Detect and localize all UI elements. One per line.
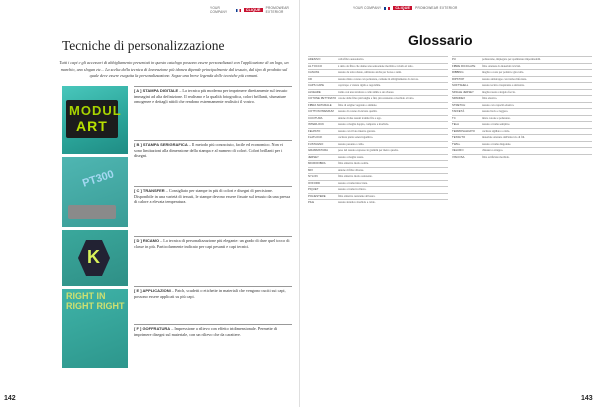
glossary-definition: misto cotone e poliestere. <box>482 116 511 120</box>
glossary-term: TWILL <box>452 141 461 146</box>
glossary-definition: unione di due tessuti tramite filo e ago. <box>338 116 382 120</box>
photo-embroidery <box>62 230 128 286</box>
technique-item <box>134 286 292 299</box>
intro-text: Tutti i capi e gli accessori di abbigliamento presentati in questo catalogo possono essere personalizzati con l'applicazione di un logo, un marchio, uno slogan etc... La scelta della tecnica di lavorazione più idonea dipende principalmente dal tessuto, dal tipo di prodotto sul quale deve essere eseguita la personalizzazione. Segue una breve legenda delle tecniche più comuni. <box>59 60 289 79</box>
right-page <box>300 0 600 407</box>
glossary-term: AL TOCCO <box>308 63 323 68</box>
glossary-entry <box>308 199 448 206</box>
glossary-definition: fibre di origine vegetale o animale. <box>338 103 378 107</box>
technique-text: – Il metodo più conosciuto, facile ed economico. Non vi sono limitazioni alla dimensione della stampa e al numero di colori. Colori brillanti per i disegni. <box>134 142 284 159</box>
page-header <box>353 6 458 10</box>
glossary-term: VELCRO <box>452 148 464 152</box>
glossary-term: PILE <box>308 200 315 204</box>
header-left-text: YOUR COMPANY <box>210 6 228 14</box>
glossary-definition: trama con una struttura a celle simile a un alveare. <box>338 90 395 94</box>
glossary-definition: cucitura piatta senza ingombro. <box>338 136 374 139</box>
header-left-text: YOUR COMPANY <box>353 6 382 10</box>
glossary-definition: tessuto liscio e leggero. <box>482 110 509 113</box>
glossary-definition: colla/fibra autoadesiva. <box>338 58 365 61</box>
glossary-definition: fibra sintetica molto sottile. <box>338 162 369 165</box>
technique-item <box>134 86 292 105</box>
glossary-definition: tessuto con capacità elastica. <box>482 103 515 107</box>
glossary-term: ALVEARE <box>308 89 321 94</box>
glossary-entry <box>452 154 592 161</box>
glossary-definition: tessuto da tela robusto, utilizzato anche per borse e zaini. <box>338 71 402 74</box>
glossary-definition: maglia rasata a singola faccia. <box>482 90 516 94</box>
glossary-definition: tessuto tecnico traspirante e antivento. <box>482 84 525 87</box>
photo-screen-print <box>62 157 128 227</box>
glossary-definition: copricapo a visiera rigida e regolabile. <box>338 84 381 87</box>
technique-item <box>134 324 292 337</box>
technique-text: – Patch, scudetti o etichette in materiali che vengono cuciti sui capi, possono essere applicati su più capi. <box>134 288 286 299</box>
glossary-term: CD <box>308 76 313 81</box>
glossary-term: COTONE PETTINATO <box>308 96 337 100</box>
glossary-term: NYLON <box>308 174 318 178</box>
print-graphic-text: PT300 <box>80 168 116 190</box>
glossary-term: RIBBING <box>452 70 464 74</box>
glossary-term: PIQUET <box>308 187 319 191</box>
glossary-definition: tessuto a maglia rasata. <box>338 155 364 159</box>
glossary-definition: tessuto a trama intrecciata. <box>338 181 368 185</box>
glossary-term: GRAMMATURA <box>308 148 328 152</box>
glossary-term: STRETCH <box>452 102 466 107</box>
photo-applications <box>62 289 128 368</box>
glossary-definition: tessuto a trama diagonale. <box>482 142 512 146</box>
patch-badge <box>66 100 122 138</box>
brand-logo: CLIQUE <box>395 6 411 10</box>
embroidered-patch <box>78 240 110 276</box>
glossary-term: FIBRE RICICLATE <box>452 63 476 68</box>
photo-digital-print <box>62 86 128 154</box>
application-text: RIGHT IN RIGHT RIGHT <box>66 291 125 311</box>
glossary-term: POLIESTERE <box>308 193 326 198</box>
patch-text-top: MODUL <box>69 103 122 118</box>
glossary-definition: fibra sintetica molto resistente. <box>338 175 373 178</box>
technique-text: – La tecnica di personalizzazione più elegante: un grado di dare quel tocco di classe in più. Particolarmente indicato per capi pesanti e capi tecnici. <box>134 238 290 249</box>
glossary-definition: tessuto di cotone di elevata qualità. <box>338 110 378 113</box>
page-number: 143 <box>581 395 593 402</box>
header-right-text: PROMOWEAR EXTERIOR <box>415 6 458 10</box>
glossary-term: TELA <box>452 122 459 126</box>
glossary-definition: peso del tessuto espresso in grammi per metro quadro. <box>338 149 399 152</box>
glossary-definition: fibre ottenute da materiali riciclati. <box>482 64 521 68</box>
glossary-column-left <box>308 56 448 206</box>
glossary-definition: fibra elastica. <box>482 97 498 100</box>
glossary-term: MICROFIBRA <box>308 161 326 165</box>
glossary-term: SPANDEX <box>452 96 466 100</box>
glossary-definition: materiale ottenuto dall'intreccio di fili. <box>482 136 525 139</box>
glossary-term: FUSTAGNO <box>308 141 324 146</box>
glossary-term: RIPSTOP <box>452 76 465 81</box>
glossary-term: SOFTSHELL <box>452 83 469 87</box>
brand-logo: CLIQUE <box>245 8 261 12</box>
glossary-term: MIX <box>308 167 313 172</box>
glossary-definition: maglia a coste per polsini e girocollo. <box>482 71 525 74</box>
glossary-definition: tessuto pesante e caldo. <box>338 142 365 146</box>
glossary-definition: fibra sintetica resistente all'usura. <box>338 194 376 198</box>
glossary-definition: tessuto con il lato interno garzato. <box>338 129 376 133</box>
technique-text: – Consigliato per stampe in più di colori e disegni di precisione. Disponibile in una varietà di tessuti, le stampe devono essere fissate sul tessuto da una pressa di calore a elevata temperatura. <box>134 188 291 205</box>
technique-label: [ A ] STAMPA DIGITALE <box>134 88 179 93</box>
glossary-definition: cucitura sigillata a caldo. <box>482 129 510 133</box>
page-number: 142 <box>4 395 16 402</box>
photo-column <box>62 86 128 368</box>
glossary-term: FIBRA NATURALE <box>308 102 332 107</box>
glossary-term: TERMOSALDATO <box>452 128 475 133</box>
glossary-term: CAPS CAPE <box>308 83 325 87</box>
glossary-definition: chiusura a strappo. <box>482 149 504 152</box>
page-header <box>210 6 300 14</box>
flag-icon <box>384 7 390 10</box>
technique-label: [ B ] STAMPA SERIGRAFICA <box>134 142 188 147</box>
glossary-definition: tessuto a maglia doppia, compatto e morbido. <box>338 123 389 126</box>
technique-item <box>134 140 292 159</box>
technique-label: [ E ] APPLICAZIONI <box>134 288 171 293</box>
page-title: Tecniche di personalizzazione <box>62 38 225 53</box>
glossary-term: VISCOSA <box>452 154 465 159</box>
glossary-term: INTERLOCK <box>308 122 325 126</box>
glossary-definition: tessuto a trama semplice. <box>482 123 511 126</box>
glossary-term: SINGLE JERSEY <box>452 89 474 94</box>
glossary-definition: tessuto antistrappo con trama rinforzata. <box>482 77 527 81</box>
glossary-term: JERSEY <box>308 154 319 159</box>
glossary-definition: poliuretano, impiegato per spalmature impermeabili. <box>482 58 541 61</box>
glossary-column-right <box>452 56 592 160</box>
technique-label: [ F ] GOFFRATURA <box>134 326 171 331</box>
glossary-definition: tessuto sintetico morbido e caldo. <box>338 201 376 204</box>
glossary-term: OXFORD <box>308 180 320 185</box>
glossary-title: Glossario <box>408 32 473 48</box>
technique-label: [ D ] RICAMO <box>134 238 160 243</box>
glossary-term: ADESIVO <box>308 57 321 61</box>
header-right-text: PROMOWEAR EXTERIOR <box>265 6 290 14</box>
technique-item <box>134 236 292 249</box>
glossary-definition: fibra artificiale morbida. <box>482 155 510 159</box>
glossary-definition: tessuto a trama in rilievo. <box>338 188 367 191</box>
glossary-definition: tessuto misto cotone con poliestere, comune in abbigliamento da lavoro. <box>338 77 419 81</box>
glossary-term: CUCITURA <box>308 115 323 120</box>
technique-text: – La tecnica più moderna per imprimere direttamente sul tessuto immagini ad alta definizione. Il realismo e la qualità fotografica, colori brillanti, sfumature omogenee e dettagli nitidi che rendono estremamente realistici il vostro. <box>134 88 288 105</box>
glossary-term: TC <box>452 115 456 120</box>
glossary-definition: unione di fibre diverse. <box>338 168 364 172</box>
ribbing-detail <box>68 205 116 219</box>
technique-text: – Impressione a rilievo con effetto tridimensionale. Permette di imprimere disegni sul materiale, con un rilievo che da carattere. <box>134 326 278 337</box>
technique-item <box>134 186 292 205</box>
patch-text-bottom: ART <box>76 118 108 134</box>
glossary-term: TAFFETÀ <box>452 109 465 113</box>
glossary-term: TESSUTO <box>452 135 466 139</box>
glossary-term: PU <box>452 57 456 61</box>
flag-icon <box>236 9 241 12</box>
glossary-definition: cotone dalle fibre più lunghe e fini, più resistente e morbido al tatto. <box>338 97 415 100</box>
glossary-term: FLATLOCK <box>308 135 323 139</box>
glossary-term: FELPATO <box>308 128 321 133</box>
glossary-term: CANVAS <box>308 70 320 74</box>
glossary-term: COTTON PREMIUM <box>308 109 334 113</box>
technique-label: [ C ] TRANSFER <box>134 188 165 193</box>
glossary-definition: è detto da fibre che danno una sensazione morbida e ruvida al tatto. <box>338 64 414 68</box>
